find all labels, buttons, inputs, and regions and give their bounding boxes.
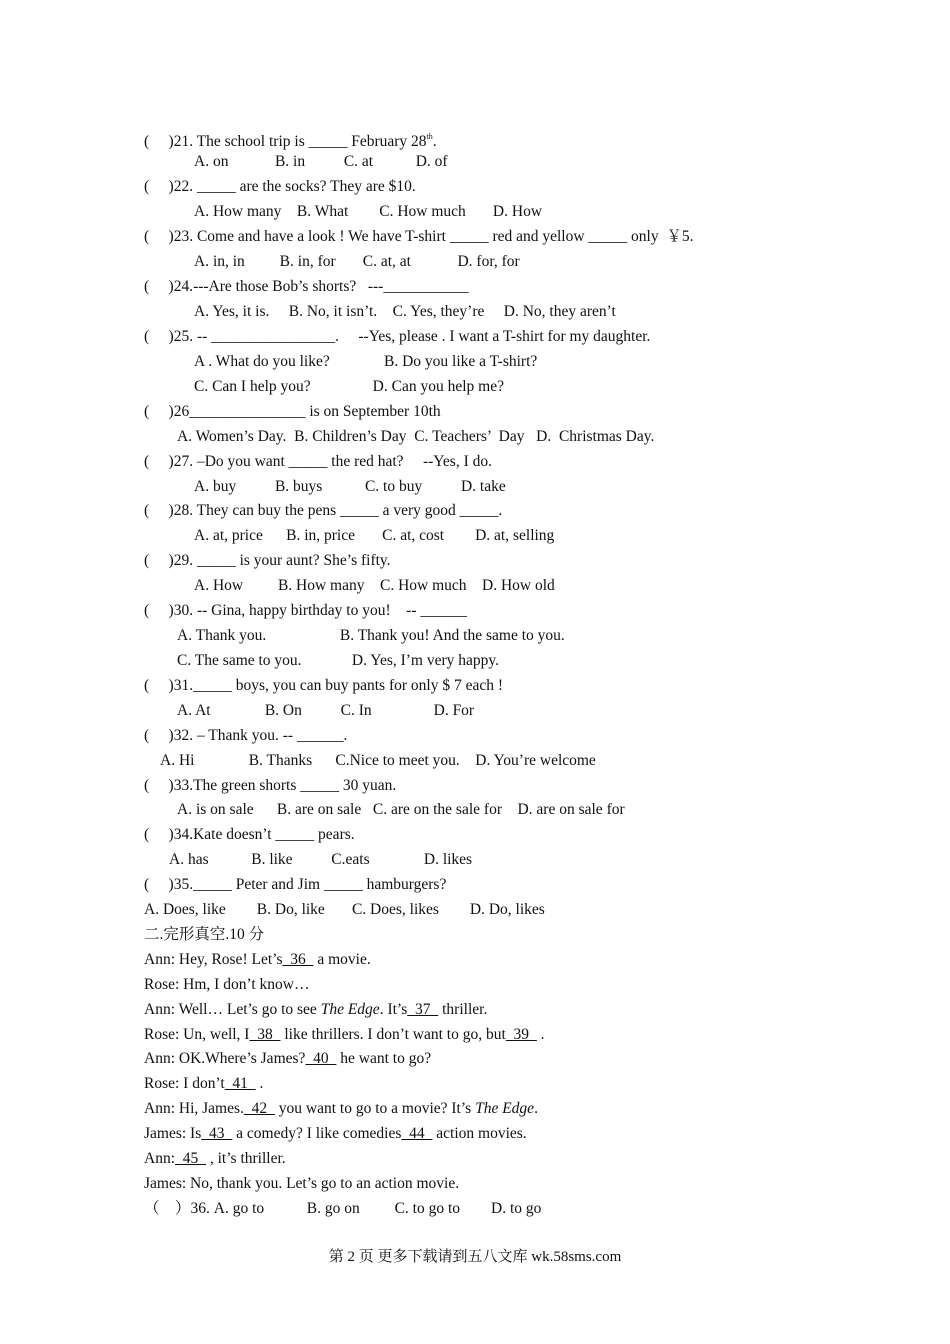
- options-23: A. in, in B. in, for C. at, at D. for, for: [194, 253, 520, 270]
- question-27: ( )27. –Do you want _____ the red hat? --Yes, I do.: [144, 453, 492, 470]
- cloze-line-10: James: No, thank you. Let’s go to an action movie.: [144, 1175, 460, 1192]
- cloze-line-6: Rose: I don’t 41 .: [144, 1075, 264, 1092]
- page-footer: 第 2 页 更多下载请到五八文库 wk.58sms.com: [328, 1249, 622, 1265]
- options-29: A. How B. How many C. How much D. How old: [194, 577, 555, 594]
- options-30a: A. Thank you. B. Thank you! And the same to you.: [177, 627, 565, 644]
- question-30: ( )30. -- Gina, happy birthday to you! -- ______: [144, 602, 467, 619]
- question-28: ( )28. They can buy the pens _____ a very good _____.: [144, 502, 503, 519]
- cloze-line-5: Ann: OK.Where’s James? 40 he want to go?: [144, 1050, 432, 1067]
- question-34: ( )34.Kate doesn’t _____ pears.: [144, 826, 355, 843]
- options-27: A. buy B. buys C. to buy D. take: [194, 478, 506, 495]
- options-25a: A . What do you like? B. Do you like a T-shirt?: [194, 353, 538, 370]
- question-36: （ ）36. A. go to B. go on C. to go to D. to go: [144, 1200, 542, 1217]
- cloze-line-2: Rose: Hm, I don’t know…: [144, 976, 310, 993]
- options-31: A. At B. On C. In D. For: [177, 702, 475, 719]
- cloze-line-3: Ann: Well… Let’s go to see The Edge. It’s 37 thriller.: [144, 1001, 488, 1018]
- cloze-line-4: Rose: Un, well, I 38 like thrillers. I don’t want to go, but 39 .: [144, 1026, 545, 1043]
- question-26: ( )26_______________ is on September 10th: [144, 403, 441, 420]
- question-25: ( )25. -- ________________. --Yes, please . I want a T-shirt for my daughter.: [144, 328, 651, 345]
- question-22: ( )22. _____ are the socks? They are $10.: [144, 178, 416, 195]
- options-25b: C. Can I help you? D. Can you help me?: [194, 378, 504, 395]
- options-30b: C. The same to you. D. Yes, I’m very happy.: [177, 652, 500, 669]
- options-26: A. Women’s Day. B. Children’s Day C. Teachers’ Day D. Christmas Day.: [177, 428, 655, 445]
- question-29: ( )29. _____ is your aunt? She’s fifty.: [144, 552, 391, 569]
- options-22: A. How many B. What C. How much D. How: [194, 203, 543, 220]
- options-28: A. at, price B. in, price C. at, cost D. at, selling: [194, 527, 555, 544]
- question-35: ( )35._____ Peter and Jim _____ hamburgers?: [144, 876, 447, 893]
- question-33: ( )33.The green shorts _____ 30 yuan.: [144, 777, 397, 794]
- cloze-line-1: Ann: Hey, Rose! Let’s 36 a movie.: [144, 951, 371, 968]
- options-21: A. on B. in C. at D. of: [194, 153, 448, 170]
- cloze-line-7: Ann: Hi, James. 42 you want to go to a movie? It’s The Edge.: [144, 1100, 538, 1117]
- question-31: ( )31._____ boys, you can buy pants for only $ 7 each !: [144, 677, 504, 694]
- options-35: A. Does, like B. Do, like C. Does, likes D. Do, likes: [144, 901, 545, 918]
- question-23: ( )23. Come and have a look ! We have T-shirt _____ red and yellow _____ only ￥5.: [144, 228, 694, 245]
- options-33: A. is on sale B. are on sale C. are on the sale for D. are on sale for: [177, 801, 625, 818]
- question-21: ( )21. The school trip is _____ February 28th.: [144, 132, 437, 150]
- question-24: ( )24.---Are those Bob’s shorts? ---___________: [144, 278, 469, 295]
- options-34: A. has B. like C.eats D. likes: [169, 851, 473, 868]
- question-32: ( )32. – Thank you. -- ______.: [144, 727, 348, 744]
- cloze-line-9: Ann: 45 , it’s thriller.: [144, 1150, 286, 1167]
- options-24: A. Yes, it is. B. No, it isn’t. C. Yes, they’re D. No, they aren’t: [194, 303, 616, 320]
- cloze-line-8: James: Is 43 a comedy? I like comedies 44 action movies.: [144, 1125, 527, 1142]
- section-title: 二.完形真空.10 分: [144, 926, 265, 943]
- options-32: A. Hi B. Thanks C.Nice to meet you. D. You’re welcome: [160, 752, 596, 769]
